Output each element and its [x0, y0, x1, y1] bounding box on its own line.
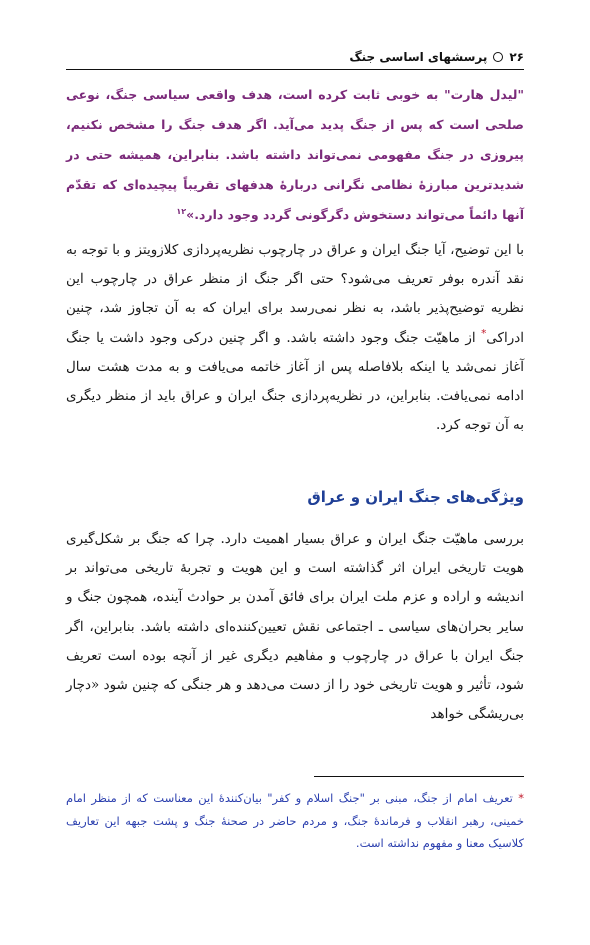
footnote-marker: * — [481, 328, 487, 340]
page-number: ۲۶ — [509, 50, 524, 64]
quote-block — [66, 80, 524, 230]
running-title: پرسشهای اساسی جنگ — [349, 50, 488, 64]
section-heading: ویژگی‌های جنگ ایران و عراق — [307, 488, 524, 506]
paragraph-1-text-b: از ماهیّت جنگ وجود داشته باشد. و اگر چنین درکی وجود داشت یا جنگ آغاز نمی‌شد یا اینکه بلافاصله پس از آغاز خاتمه می‌یافت و به مدت هشت سال ادامه نمی‌یافت. بنابراین، در نظریه‌پردازی جنگ ایران و عراق باید از منظر دیگری به آن توجه کرد. — [66, 329, 524, 434]
footnote-text: تعریف امام از جنگ، مبنی بر "جنگ اسلام و کفر" بیان‌کنندهٔ این معناست که از منظر امام خمینی، رهبر انقلاب و فرماندهٔ جنگ، و مردم حاضر در صحنهٔ جنگ و پشت جبهه این تعاریف کلاسیک معنا و مفهوم نداشته است. — [66, 791, 524, 850]
paragraph-1 — [66, 236, 524, 440]
header-divider — [66, 69, 524, 70]
paragraph-2 — [66, 525, 524, 729]
running-header — [66, 46, 524, 68]
circle-ornament-icon — [493, 52, 503, 62]
footnote-star: * — [518, 791, 524, 805]
paragraph-1-text-a: با این توضیح، آیا جنگ ایران و عراق در چارچوب نظریه‌پردازی کلازویتز و با توجه به نقد آندره بوفر تعریف می‌شود؟ حتی اگر جنگ از منظر عراق در چارچوب این نظریه توضیح‌پذیر باشد، به نظر نمی‌رسد برای ایران که به آن تجاوز شد، چنین ادراکی — [66, 242, 524, 346]
paragraph-2-text: بررسی ماهیّت جنگ ایران و عراق بسیار اهمیت دارد. چرا که جنگ بر شکل‌گیری هویت تاریخی ایران اثر گذاشته است و این هویت و تجربهٔ تاریخی می‌تواند بر اندیشه و اراده و عزم ملت ایران برای فائق آمدن بر حوادث آینده، همچون جنگ و سایر بحران‌های سیاسی ـ اجتماعی نقش تعیین‌کننده‌ای داشته باشد. بنابراین، اگر جنگ ایران با عراق در چارچوب و مفاهیم دیگری غیر از آنچه بوده است تعریف شود، تأثیر و هویت تاریخی خود را از دست می‌دهد و هر جنگی که چنین شود «دچار بی‌ریشگی خواهد — [66, 531, 524, 723]
quote-text: "لیدل هارت" به خوبی ثابت کرده است، هدف واقعی سیاسی جنگ، نوعی صلحی است که پس از جنگ پدید می‌آید. اگر هدف جنگ را مشخص نکنیم، پیروزی در جنگ مفهومی نمی‌تواند داشته باشد. بنابراین، همیشه حتی در شدیدترین مبارزهٔ نظامی نگرانی دربارهٔ هدفهای تقریباً پیچیده‌ای که تقدّم آنها دائماً می‌تواند دستخوش دگرگونی گردد وجود دارد.» — [66, 87, 524, 222]
quote-note-ref: ۱۲ — [176, 206, 187, 216]
footnote-divider — [314, 776, 524, 777]
footnote — [66, 787, 524, 855]
